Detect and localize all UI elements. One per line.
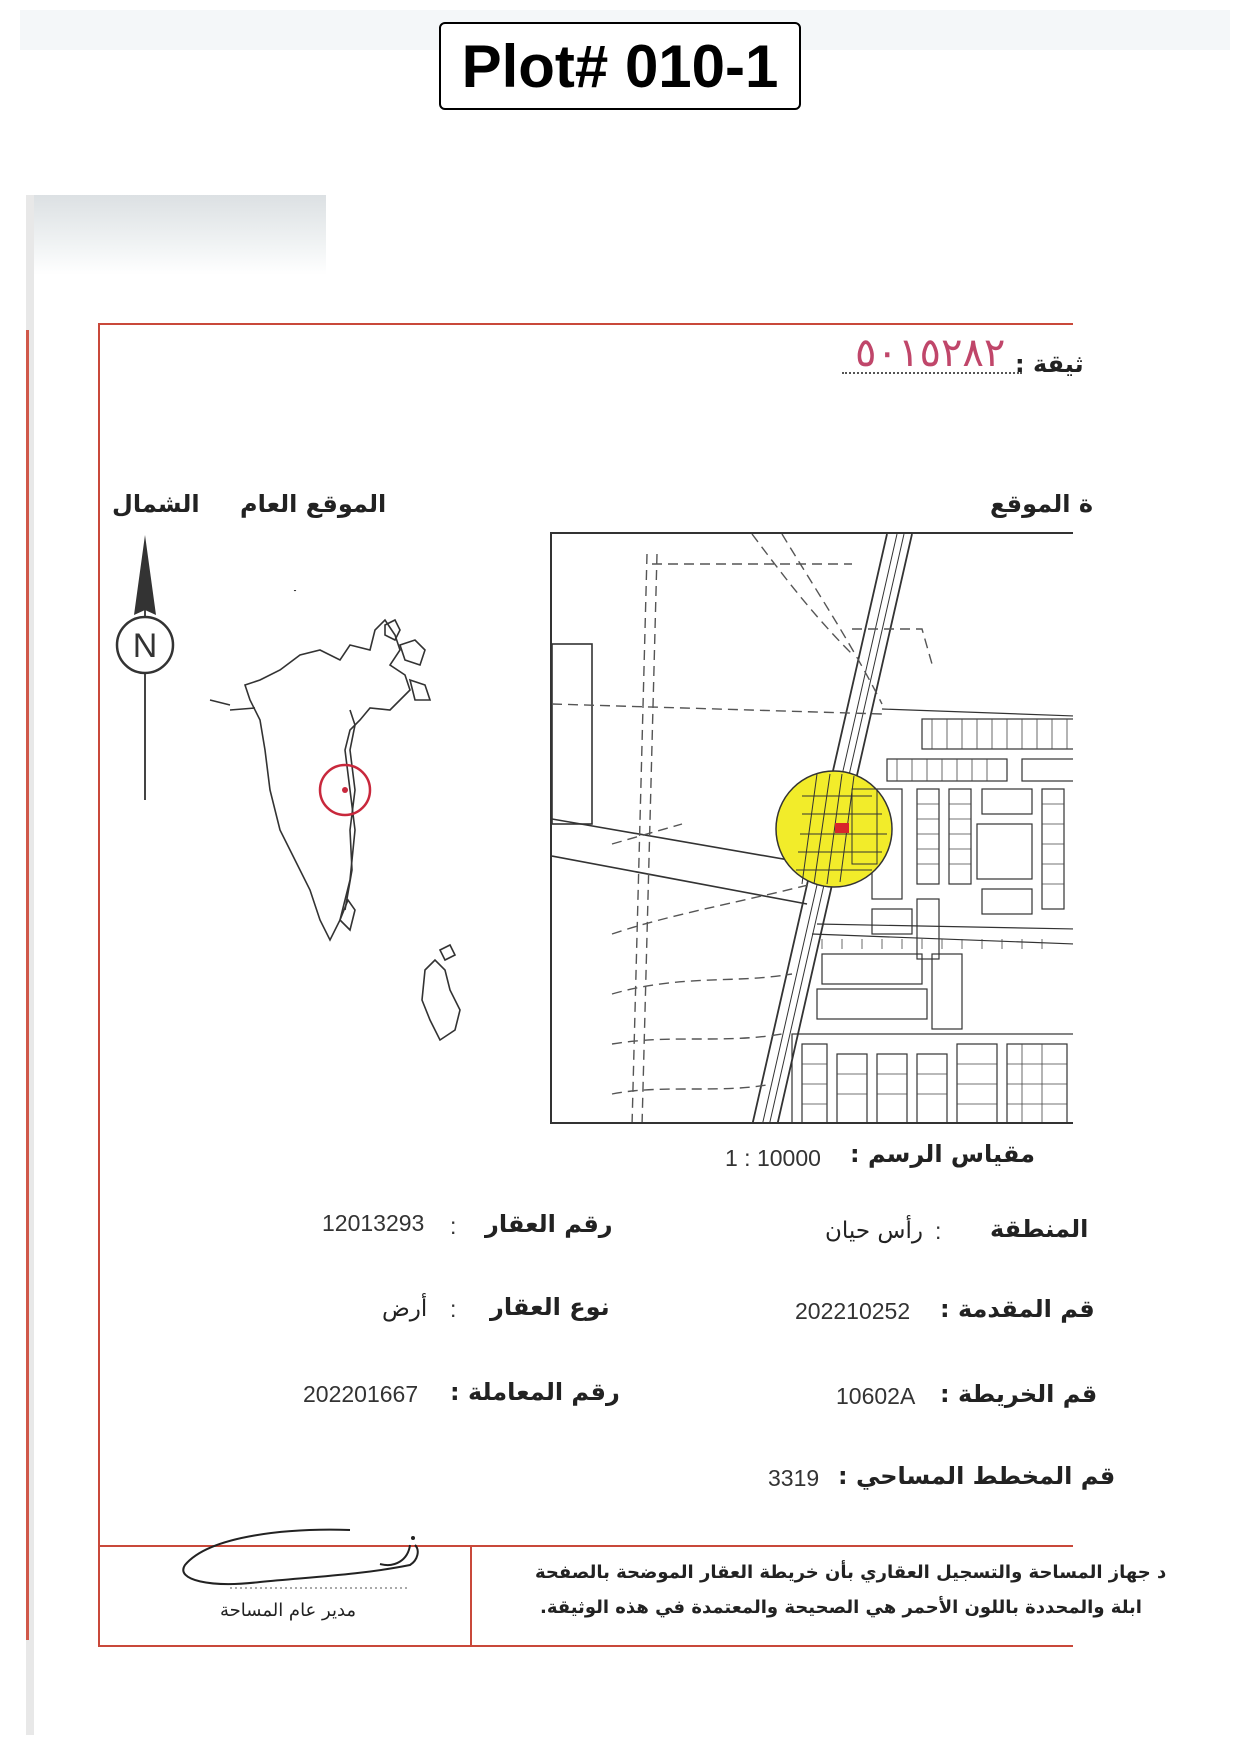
footer-vertical-divider (470, 1545, 472, 1645)
signatory-title: مدير عام المساحة (220, 1600, 357, 1621)
location-map-label: ة الموقع (990, 490, 1094, 518)
property-number-sep: : (450, 1213, 457, 1239)
map-number-label: قم الخريطة : (940, 1380, 1098, 1408)
property-type-value: أرض (382, 1296, 428, 1322)
general-location-label: الموقع العام (240, 490, 387, 518)
detail-map-svg (552, 534, 1073, 1124)
application-number-value: 202210252 (795, 1298, 911, 1324)
plot-title: Plot# 010-1 (461, 32, 779, 100)
transaction-number-label: رقم المعاملة : (450, 1378, 620, 1406)
transaction-number-value: 202201667 (303, 1381, 419, 1407)
property-type-sep: : (450, 1296, 457, 1322)
certification-line-1: د جهاز المساحة والتسجيل العقاري بأن خريطة العقار الموضحة بالصفحة (535, 1562, 1167, 1583)
survey-plan-label: قم المخطط المساحي : (838, 1462, 1116, 1490)
area-label: المنطقة (990, 1215, 1089, 1243)
north-letter: N (132, 627, 158, 665)
plot-marker (835, 823, 849, 833)
plot-title-box (439, 22, 801, 110)
scale-label: مقياس الرسم : (850, 1140, 1035, 1168)
north-arrow-icon (112, 535, 182, 805)
frame-left-red (26, 330, 29, 1640)
location-detail-map (550, 532, 1073, 1124)
scale-value: 1 : 10000 (725, 1145, 821, 1171)
doc-number-label: ثيقة : (1015, 350, 1084, 378)
area-sep: : (935, 1218, 942, 1244)
director-signature (170, 1520, 430, 1600)
north-label: الشمال (112, 490, 200, 518)
general-location-map (200, 590, 500, 1090)
property-number-value: 12013293 (322, 1210, 425, 1236)
doc-number-dots (842, 372, 1022, 374)
property-type-label: نوع العقار (490, 1293, 610, 1321)
area-value: رأس حيان (825, 1218, 923, 1244)
survey-plan-value: 3319 (768, 1465, 820, 1491)
property-number-label: رقم العقار (485, 1210, 613, 1238)
map-number-value: 10602A (836, 1383, 916, 1409)
certification-line-2: ابلة والمحددة باللون الأحمر هي الصحيحة والمعتمدة في هذه الوثيقة. (540, 1597, 1142, 1618)
scan-smudge (26, 195, 326, 275)
application-number-label: قم المقدمة : (940, 1295, 1095, 1323)
doc-number-handwritten: ٥٠١٥٢٨٢ (855, 330, 1006, 376)
